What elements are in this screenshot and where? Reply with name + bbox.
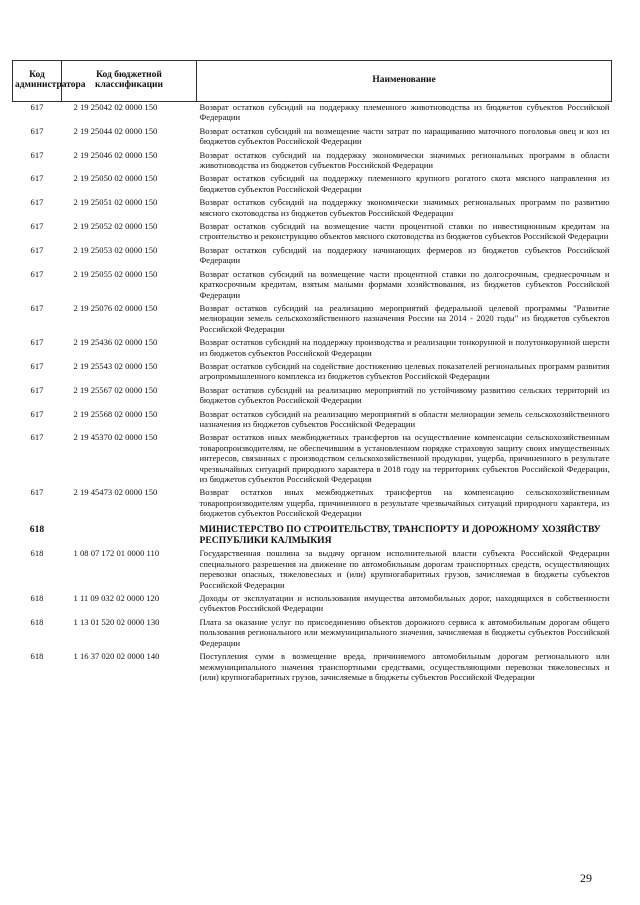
name-cell: Возврат остатков субсидий на содействие достижению целевых показателей региональных программ развития агропромышленного комплекса из бюджетов субъектов Российской Федерации: [199, 360, 610, 382]
name-cell: Доходы от эксплуатации и использования имущества автомобильных дорог, находящихся в собственности субъектов Российской Федерации: [199, 593, 610, 614]
budget-code-cell: 1 11 09 032 02 0000 120: [73, 593, 160, 604]
page-number: 29: [580, 871, 592, 885]
admin-code-cell: 618: [30, 616, 44, 627]
budget-code-cell: 2 19 25042 02 0000 150: [73, 102, 158, 112]
admin-code-cell: 617: [30, 149, 44, 160]
table-row: [13, 126, 612, 150]
budget-code-cell: 1 13 01 520 02 0000 130: [73, 616, 160, 627]
name-cell: Возврат остатков субсидий на возмещение части процентной ставки по долгосрочным, среднесрочным и краткосрочным кредитам, взятым малыми формами хозяйствования, из бюджетов субъектов Российской Федерации: [199, 268, 610, 300]
budget-code-cell: 2 19 45370 02 0000 150: [73, 432, 158, 443]
name-cell: Возврат остатков субсидий на реализацию мероприятий в области мелиорации земель сельскохозяйственного назначения из бюджетов субъектов Российской Федерации: [199, 408, 610, 429]
table-row: [13, 245, 612, 269]
budget-code-cell: 2 19 25051 02 0000 150: [73, 197, 158, 208]
table-row: [13, 197, 612, 221]
table-row: [13, 221, 612, 245]
name-cell: Возврат остатков субсидий на возмещение части процентной ставки по инвестиционным кредитам на строительство и реконструкцию объектов мясного скотоводства из бюджетов субъектов Российской Федерации: [199, 221, 610, 242]
name-cell: Возврат остатков иных межбюджетных трансфертов на компенсацию сельскохозяйственным товаропроизводителям ущерба, причиненного в результате чрезвычайных ситуаций природного характера, из бюджетов субъектов Российской Федерации: [199, 487, 610, 519]
admin-code-cell: 617: [30, 221, 44, 232]
admin-code-cell: 617: [30, 337, 44, 348]
name-cell: Возврат остатков субсидий на поддержку начинающих фермеров из бюджетов субъектов Российской Федерации: [199, 244, 610, 266]
name-cell: Плата за оказание услуг по присоединению объектов дорожного сервиса к автомобильным дорогам общего пользования регионального или межмуниципального значения, зачисляемая в бюджеты субъектов Российской Федерации: [199, 616, 610, 648]
budget-code-cell: 1 08 07 172 01 0000 110: [73, 548, 160, 559]
table-row: [13, 617, 612, 651]
header-admin-code: Код администратора: [13, 61, 62, 102]
table-row: [13, 303, 612, 337]
name-cell: Возврат остатков субсидий на поддержку производства и реализации тонкорунной и полутонкорунной шерсти из бюджетов субъектов Российской Федерации: [199, 337, 610, 358]
budget-code-cell: 2 19 25044 02 0000 150: [73, 125, 158, 136]
name-cell: Возврат остатков субсидий на поддержку племенного крупного рогатого скота мясного направления из бюджетов субъектов Российской Федерации: [199, 173, 610, 194]
table-row: [13, 173, 612, 197]
admin-code-cell: 617: [30, 173, 44, 184]
table-row: [13, 548, 612, 593]
table-row: [13, 150, 612, 174]
budget-code-cell: 2 19 25567 02 0000 150: [73, 384, 158, 395]
table-row: [13, 269, 612, 303]
admin-code-cell: 617: [30, 487, 44, 498]
name-cell: Возврат остатков субсидий на поддержку экономически значимых региональных программ по развитию мясного скотоводства из бюджетов субъектов Российской Федерации: [199, 197, 610, 218]
table-header-row: [13, 61, 612, 102]
budget-code-cell: 2 19 25053 02 0000 150: [73, 244, 158, 255]
document-table-wrapper: [12, 60, 612, 685]
table-row: [13, 651, 612, 685]
name-cell: МИНИСТЕРСТВО ПО СТРОИТЕЛЬСТВУ, ТРАНСПОРТУ И ДОРОЖНОМУ ХОЗЯЙСТВУ РЕСПУБЛИКИ КАЛМЫКИЯ: [199, 523, 601, 547]
admin-code-cell: 617: [30, 384, 44, 395]
name-cell: Государственная пошлина за выдачу органом исполнительной власти субъекта Российской Федерации специального разрешения на движение по автомобильным дорогам транспортных средств, осуществляющих перевозки опасных, тяжеловесных и (или) крупногабаритных грузов, зачисляемая в бюджеты субъектов Российской Федерации: [199, 548, 610, 590]
budget-code-cell: 2 19 25568 02 0000 150: [73, 408, 158, 419]
table-row: [13, 487, 612, 521]
budget-code-cell: 2 19 45473 02 0000 150: [73, 487, 158, 498]
budget-code-cell: [62, 522, 197, 549]
admin-code-cell: 617: [30, 125, 44, 136]
budget-code-cell: 2 19 25050 02 0000 150: [73, 173, 158, 184]
budget-code-cell: 2 19 25046 02 0000 150: [73, 149, 158, 160]
table-row: [13, 593, 612, 617]
header-budget-code: Код бюджетной классификации: [62, 61, 197, 102]
budget-code-cell: 2 19 25055 02 0000 150: [73, 268, 158, 279]
table-row: [13, 102, 612, 126]
name-cell: Возврат остатков субсидий на поддержку племенного животноводства из бюджетов субъектов Российской Федерации: [199, 102, 610, 123]
name-cell: Возврат остатков иных межбюджетных трансфертов на осуществление компенсации сельскохозяйственным товаропроизводителям, не обеспечившим в установленном порядке страховую защиту своих имущественных интересов, связанных с производством сельскохозяйственной продукции, ущерба, причиненного в результате чрезвычайных ситуаций природного характера в 2018 году на территориях субъектов Российской Федерации, из бюджетов субъектов Российской Федерации: [199, 432, 610, 484]
admin-code-cell: 618: [30, 593, 44, 604]
admin-code-cell: 618: [30, 548, 44, 559]
name-cell: Возврат остатков субсидий на реализацию мероприятий федеральной целевой программы "Развитие мелиорации земель сельскохозяйственного назначения России на 2014 - 2020 годы" из бюджетов субъектов Российской Федерации: [199, 302, 610, 334]
name-cell: Поступления сумм в возмещение вреда, причиняемого автомобильным дорогам регионального или межмуниципального значения транспортными средствами, осуществляющими перевозки тяжеловесных и (или) крупногабаритных грузов, зачисляемые в бюджеты субъектов Российской Федерации: [199, 651, 610, 682]
name-cell: Возврат остатков субсидий на возмещение части затрат по наращиванию маточного поголовья овец и коз из бюджетов субъектов Российской Федерации: [199, 125, 610, 147]
name-cell: Возврат остатков субсидий на поддержку экономически значимых региональных программ в области животноводства из бюджетов субъектов Российской Федерации: [199, 149, 610, 171]
admin-code-cell: 617: [30, 432, 44, 443]
name-cell: Возврат остатков субсидий на реализацию мероприятий по устойчивому развитию сельских территорий из бюджетов субъектов Российской Федерации: [199, 384, 610, 406]
budget-code-cell: 2 19 25543 02 0000 150: [73, 360, 158, 371]
admin-code-cell: 617: [30, 360, 44, 371]
admin-code-cell: 617: [30, 244, 44, 255]
table-row: [13, 361, 612, 385]
header-name: Наименование: [197, 61, 612, 102]
ministry-heading-row: [13, 522, 612, 549]
admin-code-cell: 618: [30, 651, 44, 662]
table-row: [13, 432, 612, 487]
table-row: [13, 385, 612, 409]
budget-code-cell: 2 19 25052 02 0000 150: [73, 221, 158, 232]
table-row: [13, 409, 612, 433]
admin-code-cell: 617: [30, 302, 44, 313]
admin-code-cell: 618: [29, 523, 45, 535]
admin-code-cell: 617: [30, 408, 44, 419]
admin-code-cell: 617: [30, 102, 44, 112]
table-row: [13, 337, 612, 361]
budget-code-cell: 2 19 25436 02 0000 150: [73, 337, 158, 348]
budget-code-cell: 1 16 37 020 02 0000 140: [73, 651, 160, 662]
budget-code-cell: 2 19 25076 02 0000 150: [73, 302, 158, 313]
admin-code-cell: 617: [30, 268, 44, 279]
admin-code-cell: 617: [30, 197, 44, 208]
budget-codes-table: [12, 60, 612, 685]
table-body: [13, 102, 612, 686]
